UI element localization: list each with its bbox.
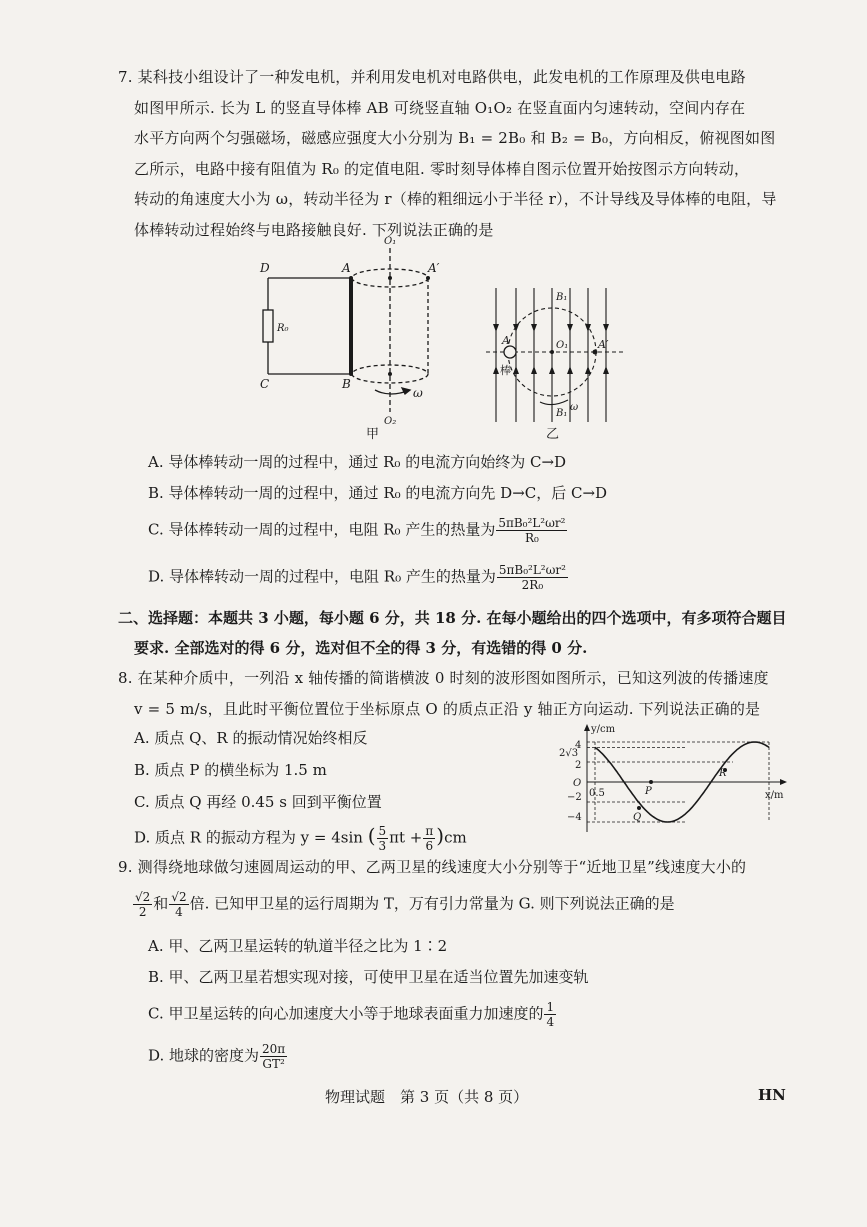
y-tick-neg2: −2 [567,792,582,803]
x-tick-0.5: 0.5 [589,788,605,799]
yi-label-omega: ω [570,402,579,413]
yi-label-B1-top: B₁ [556,292,568,303]
caption-yi: 乙 [546,427,560,442]
resistor-R0 [263,310,273,342]
q9-option-c-fraction: $\frac{1}{4}$ [546,1000,555,1029]
yi-label-B1-bottom: B₁ [556,408,568,419]
q7-line-4: 乙所示，电路中接有阻值为 R₀ 的定值电阻. 零时刻导体棒自图示位置开始按图示方向转动， [134,159,750,178]
q7-line-5: 转动的角速度大小为 ω，转动半径为 r（棒的粗细远小于半径 r），不计导线及导体棒的电阻，导 [134,190,777,208]
q8-line-2: v = 5 m/s，且此时平衡位置位于坐标原点 O 的质点正沿 y 轴正方向运动. 下列说法正确的是 [134,699,761,718]
caption-jia: 甲 [366,427,380,440]
q7-line-1: 7. 某科技小组设计了一种发电机，并利用发电机对电路供电，此发电机的工作原理及供电电路 [118,68,746,86]
q7-option-d-text: D. 导体棒转动一周的过程中，电阻 R₀ 产生的热量为 [148,567,496,586]
label-omega: ω [413,386,423,400]
section-2-line-2: 要求. 全部选对的得 6 分，选对但不全的得 3 分，有选错的得 0 分. [134,639,588,657]
q8-option-b[interactable]: B. 质点 P 的横坐标为 1.5 m [134,761,327,779]
q8-d-mid: πt + [389,828,423,847]
q8-stem [118,663,769,724]
q9-frac-1: $\frac{√2}{2}$ [135,890,151,919]
label-A: A [342,261,351,275]
figure-yi [482,282,632,442]
point-R-label: R [719,768,727,779]
label-C: C [260,377,270,391]
q9-option-c[interactable] [148,1000,557,1029]
label-A-prime: A′ [428,261,440,275]
y-tick-2: 2 [575,760,582,771]
q7-option-c-fraction: $\frac{\text{5πB₀²L²ωr²}}{\text{R₀}}$ [498,516,566,545]
q7-stem [118,62,777,245]
q8-d-frac1: $\frac{5}{3}$ [378,824,387,853]
page-code: HN [758,1086,786,1104]
q9-option-d-fraction: $\frac{20\pi}{\text{GT²}}$ [262,1042,286,1071]
section-2-line-1: 二、选择题：本题共 3 小题，每小题 6 分，共 18 分. 在每小题给出的四个选项中，有多项符合题目 [118,609,787,627]
q9-option-d-text: D. 地球的密度为 [148,1046,260,1065]
q7-option-c-text: C. 导体棒转动一周的过程中，电阻 R₀ 产生的热量为 [148,520,496,539]
wave-point-P [649,780,653,784]
q7-line-2: 如图甲所示. 长为 L 的竖直导体棒 AB 可绕竖直轴 O₁O₂ 在竖直面内匀速转动，空间内存在 [134,98,746,117]
yi-label-A-prime: A′ [598,338,609,351]
q8-option-c[interactable]: C. 质点 Q 再经 0.45 s 回到平衡位置 [134,793,382,811]
label-B: B [342,377,351,391]
y-axis-label: y/cm [591,724,616,735]
point-Q-label: Q [633,812,642,823]
yi-label-O1: O₁ [556,340,569,351]
figure-jia [250,232,450,440]
q8-d-unit: cm [444,828,467,847]
q9-line-1: 9. 测得绕地球做匀速圆周运动的甲、乙两卫星的线速度大小分别等于“近地卫星”线速度大小的 [118,858,747,876]
q8-option-d-text: D. 质点 R 的振动方程为 y = 4sin [134,828,363,847]
label-O1: O₁ [384,236,397,247]
q7-option-c[interactable] [148,516,568,545]
rotation-arrowhead [402,388,410,394]
wave-point-Q [637,806,641,810]
q9-option-d[interactable] [148,1042,288,1071]
q8-d-frac2: $\frac{\pi}{6}$ [425,824,434,853]
q7-option-a[interactable]: A. 导体棒转动一周的过程中，通过 R₀ 的电流方向始终为 C→D [148,453,567,471]
wave-chart [555,720,795,840]
page-footer: 物理试题 第 3 页（共 8 页） [325,1088,529,1106]
q9-line-2 [132,890,675,919]
y-tick-2sqrt3: 2√3 [559,748,579,759]
origin-label: O [573,778,582,789]
q9-frac-2: $\frac{√2}{4}$ [171,890,187,919]
y-tick-4: 4 [575,740,582,751]
q8-option-a[interactable]: A. 质点 Q、R 的振动情况始终相反 [134,729,368,747]
q9-option-a[interactable]: A. 甲、乙两卫星运转的轨道半径之比为 1∶2 [148,937,448,955]
yi-label-A: A [502,334,510,347]
q7-line-3: 水平方向两个匀强磁场，磁感应强度大小分别为 B₁ = 2B₀ 和 B₂ = B₀，方向相反，俯视图如图 [134,129,776,147]
q9-line-2-text: 倍. 已知甲卫星的运行周期为 T，万有引力常量为 G. 则下列说法正确的是 [189,894,675,913]
label-O2: O₂ [384,416,397,427]
q8-option-d[interactable]: D. 质点 R 的振动方程为 y = 4sin ( $\frac{5}{3}$ πt + $\frac{\pi}{6}$ )cm [134,823,467,853]
q7-option-b[interactable]: B. 导体棒转动一周的过程中，通过 R₀ 的电流方向先 D→C，后 C→D [148,484,608,502]
rod-cross-section [504,346,516,358]
q9-and: 和 [153,894,169,913]
point-P-label: P [645,786,652,797]
q9-option-c-text: C. 甲卫星运转的向心加速度大小等于地球表面重力加速度的 [148,1004,544,1023]
y-tick-neg4: −4 [567,812,582,823]
q9-option-b[interactable]: B. 甲、乙两卫星若想实现对接，可使甲卫星在适当位置先加速变轨 [148,968,589,986]
q7-option-d-fraction: $\frac{\text{5πB₀²L²ωr²}}{\text{2R₀}}$ [498,563,566,592]
q7-option-d[interactable] [148,563,569,592]
label-R0: R₀ [277,323,289,334]
label-D: D [260,261,270,275]
q7-line-6: 体棒转动过程始终与电路接触良好. 下列说法正确的是 [134,220,494,239]
yi-label-rod: 棒 [500,364,511,377]
x-axis-label: x/m [765,790,784,801]
q8-line-1: 8. 在某种介质中，一列沿 x 轴传播的简谐横波 0 时刻的波形图如图所示，已知这列波的传播速度 [118,669,769,687]
